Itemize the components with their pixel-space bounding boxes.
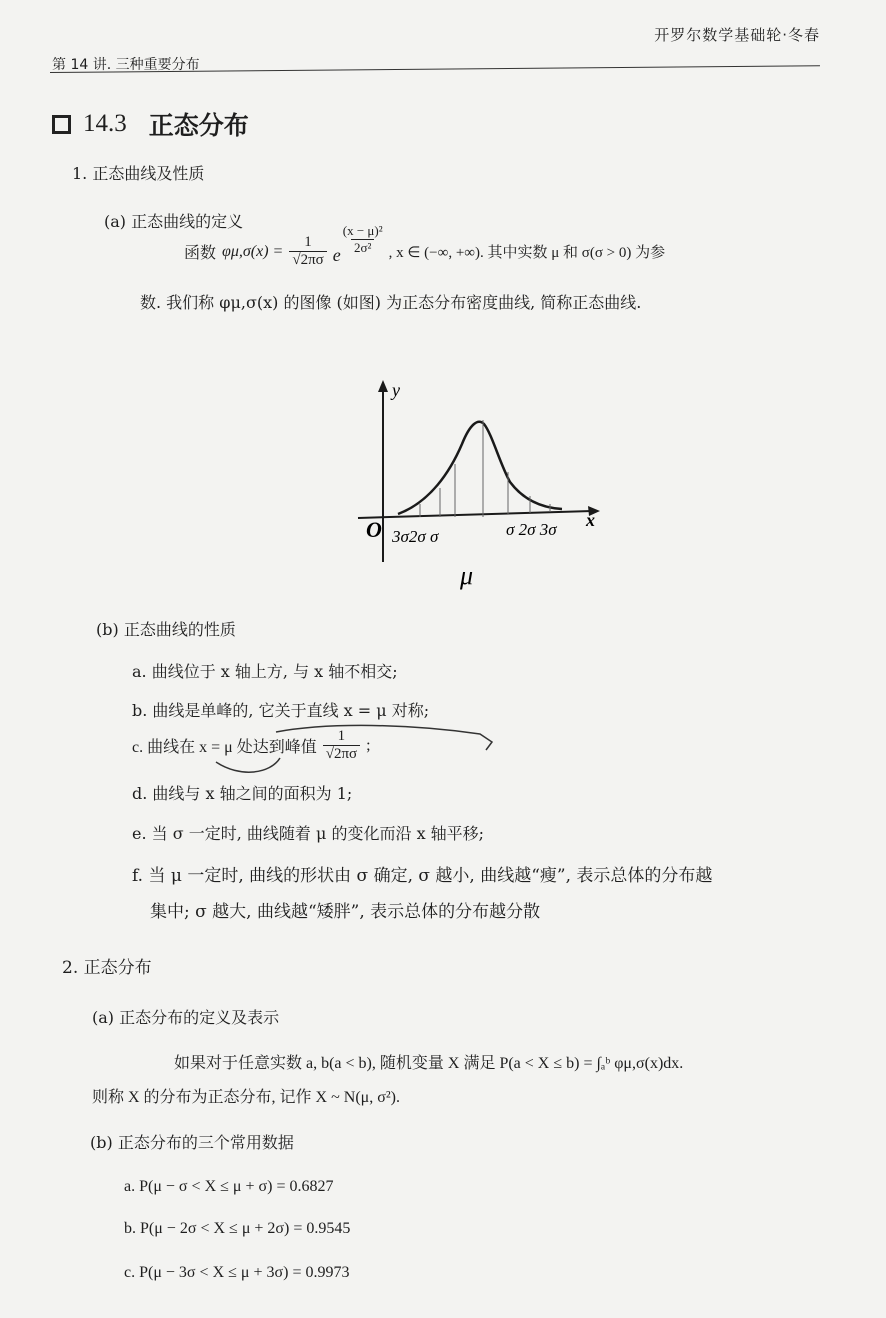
series-title: 开罗尔数学基础轮·冬春	[654, 26, 820, 44]
def-frac-num: 1	[304, 234, 312, 250]
handwritten-underline	[210, 720, 510, 780]
section-title: 正态分布	[148, 111, 249, 140]
def-exponent	[343, 223, 383, 256]
origin-label: O	[366, 517, 382, 542]
section-heading	[52, 106, 249, 142]
x-axis	[358, 511, 592, 518]
prop-e: e. 当 σ 一定时, 曲线随着 μ 的变化而沿 x 轴平移;	[132, 824, 485, 843]
prop-c-prefix: c. 曲线在 x = μ 处达到峰值	[132, 739, 317, 756]
normal-curve-figure	[340, 372, 620, 602]
prop-c-num: 1	[337, 728, 346, 744]
prop-c-den: √2πσ	[323, 745, 360, 763]
prop-f-line1: f. 当 μ 一定时, 曲线的形状由 σ 确定, σ 越小, 曲线越“瘦”, 表示总体的分布越	[132, 866, 713, 886]
prop-d: d. 曲线与 x 轴之间的面积为 1;	[132, 784, 353, 803]
y-axis-label: y	[392, 380, 400, 400]
def-line2: 数. 我们称 φμ,σ(x) 的图像 (如图) 为正态分布密度曲线, 简称正态曲线.	[140, 293, 642, 312]
def-fraction	[289, 234, 326, 269]
s1-title: 1. 正态曲线及性质	[72, 164, 205, 183]
def-exp-den: 2σ²	[351, 239, 374, 256]
def-domain: , x ∈ (−∞, +∞). 其中实数 μ 和 σ(σ > 0) 为参	[388, 245, 666, 261]
data-b: b. P(μ − 2σ < X ≤ μ + 2σ) = 0.9545	[124, 1220, 351, 1237]
def-exp-num: (x − μ)²	[342, 223, 383, 238]
definition-formula	[184, 223, 666, 269]
left-ticks-label: 3σ2σ σ	[392, 527, 439, 546]
def-e: e	[332, 245, 341, 265]
s2-title: 2. 正态分布	[62, 958, 152, 978]
data-c: c. P(μ − 3σ < X ≤ μ + 3σ) = 0.9973	[124, 1264, 350, 1281]
s2-a-title: (a) 正态分布的定义及表示	[92, 1008, 280, 1027]
prop-a: a. 曲线位于 x 轴上方, 与 x 轴不相交;	[132, 662, 398, 681]
prop-c-suffix: ;	[366, 736, 371, 754]
data-a: a. P(μ − σ < X ≤ μ + σ) = 0.6827	[124, 1178, 334, 1195]
s2-b-title: (b) 正态分布的三个常用数据	[90, 1133, 294, 1152]
s1-b-title: (b) 正态曲线的性质	[96, 620, 236, 639]
prop-b: b. 曲线是单峰的, 它关于直线 x = μ 对称;	[132, 701, 430, 720]
s2-a-line2: 则称 X 的分布为正态分布, 记作 X ~ N(μ, σ²).	[92, 1089, 400, 1106]
right-ticks-label: σ 2σ 3σ	[506, 520, 557, 539]
def-func: φμ,σ(x) =	[222, 242, 284, 260]
def-prefix: 函数	[184, 245, 217, 262]
s1-a-title: (a) 正态曲线的定义	[104, 212, 244, 231]
y-axis-arrow	[378, 380, 388, 392]
checkbox-icon	[52, 115, 71, 134]
s2-a-line1: 如果对于任意实数 a, b(a < b), 随机变量 X 满足 P(a < X ≤ b) = ∫ₐᵇ φμ,σ(x)dx.	[174, 1055, 684, 1072]
def-frac-den: √2πσ	[289, 251, 326, 269]
normal-curve	[398, 422, 562, 514]
x-axis-label: x	[586, 510, 595, 530]
prop-f-line2: 集中; σ 越大, 曲线越“矮胖”, 表示总体的分布越分散	[150, 902, 541, 922]
lecture-title: 第 14 讲. 三种重要分布	[52, 57, 200, 73]
mu-label: μ	[460, 561, 474, 590]
section-number: 14.3	[83, 110, 127, 137]
